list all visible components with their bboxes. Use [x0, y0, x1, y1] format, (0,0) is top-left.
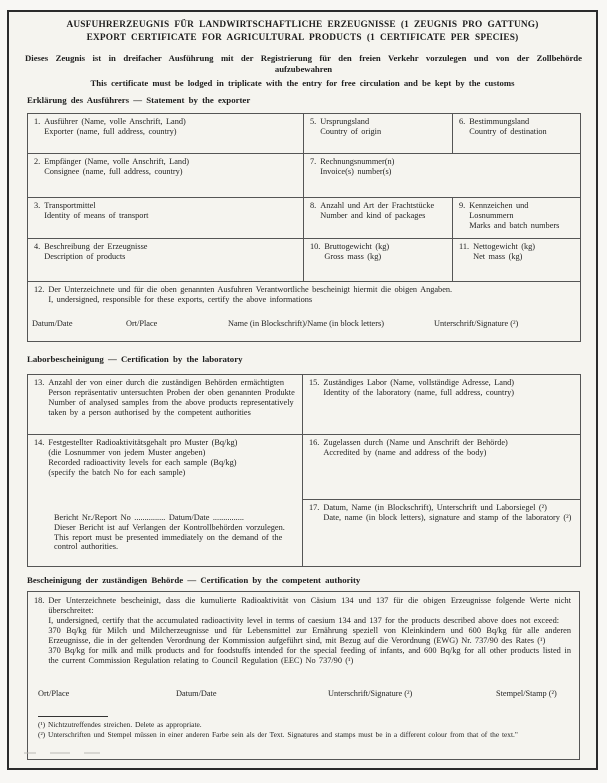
- exporter-declaration-table: [27, 113, 581, 342]
- footnote-2: (²) Unterschriften und Stempel müssen in einer anderen Farbe sein als der Text. Signatures and stamps must be in a different colour from that of the text.": [38, 730, 518, 739]
- limits-statement-de: 370 Bq/kg für Milch und Milcherzeugnisse und für Lebensmittel zur Ernährung speziell von Kleinkindern und 600 Bq/kg für alle anderen Erzeugnisse, die in der geltenden Verordnung der Kommission aufgeführt sind, mit Bezug auf die Verordnung (EWG) Nr. 737/90 des Rates (¹): [48, 625, 571, 645]
- field-label-en: Identity of means of transport: [44, 211, 149, 221]
- field-label-en: Identity of the laboratory (name, full address, country): [323, 388, 515, 398]
- authority-statement-en: I, undersigned, certify that the accumulated radioactivity level in terms of caesium 134 and 137 for the products described above does not exceed:: [48, 615, 560, 625]
- field-number: 3.: [34, 201, 41, 210]
- field-number: 17.: [309, 503, 320, 512]
- field-label-de: Kennzeichen und Losnummern: [469, 201, 529, 221]
- field-6-country-of-destination: [453, 114, 580, 153]
- section-laboratory-certification: Laborbescheinigung — Certification by the laboratory: [27, 354, 243, 364]
- field-label-de: Ausführer (Name, volle Anschrift, Land): [44, 117, 186, 126]
- field-15-laboratory-identity: [303, 375, 580, 434]
- field-label-de: Festgestellter Radioaktivitätsgehalt pro Muster (Bq/kg): [48, 438, 238, 447]
- section-exporter-statement: Erklärung des Ausführers — Statement by the exporter: [27, 95, 251, 105]
- sig-label-place: Ort/Place: [38, 689, 70, 698]
- authority-statement-de: Der Unterzeichnete bescheinigt, dass die kumulierte Radioaktivität von Cäsium 134 und 137 für die obigen Erzeugnisse folgende Werte nicht überschreitet:: [48, 596, 571, 615]
- sig-label-date: Datum/Date: [32, 319, 73, 328]
- field-10-gross-mass: [304, 239, 452, 281]
- page-border-frame: [7, 10, 598, 770]
- field-label-de: Rechnungsnummer(n): [320, 157, 395, 166]
- field-7-invoice-numbers: [304, 154, 580, 197]
- limits-statement-en: 370 Bq/kg for milk and milk products and for foodstuffs intended for the special feeding of infants, and 600 Bq/kg for all other products listed in the current Commission Regulation relating to Council Regulation (EEC) No 737/90 (¹): [48, 645, 571, 665]
- field-label-en: Number of analysed samples from the above products representatively taken by a person authorised by the competent authorities: [48, 398, 294, 418]
- field-label-en: Gross mass (kg): [324, 252, 382, 262]
- field-label-en: Recorded radioactivity levels for each sample (Bq/kg): [48, 458, 237, 468]
- field-label-de: Datum, Name (in Blockschrift), Unterschrift und Laborsiegel (²): [323, 503, 547, 512]
- field-label-en: I, undersigned, responsible for these exports, certify the above informations: [48, 295, 313, 305]
- field-label-en: Country of destination: [469, 127, 547, 137]
- field-number: 9.: [459, 201, 466, 210]
- field-number: 12.: [34, 285, 45, 294]
- field-label-en: Exporter (name, full address, country): [44, 127, 177, 137]
- field-label-de: Anzahl und Art der Frachtstücke: [320, 201, 435, 210]
- field-number: 10.: [310, 242, 321, 251]
- field-number: 18.: [34, 596, 45, 605]
- field-label-de: Zuständiges Labor (Name, vollständige Adresse, Land): [323, 378, 515, 387]
- field-label-de: Empfänger (Name, volle Anschrift, Land): [44, 157, 189, 166]
- field-label-de: Bestimmungsland: [469, 117, 530, 126]
- field-label-en: Invoice(s) number(s): [320, 167, 392, 177]
- sig-label-stamp: Stempel/Stamp (²): [496, 689, 557, 698]
- field-number: 2.: [34, 157, 41, 166]
- field-16-accredited-by: [303, 435, 580, 499]
- field-label-en: Marks and batch numbers: [469, 221, 560, 231]
- field-18-authority-certification: [27, 591, 580, 760]
- notice-de: Dieses Zeugnis ist in dreifacher Ausführung mit der Registrierung für den freien Verkehr vorzulegen und von der Zollbehörde aufzubewahren: [25, 53, 582, 74]
- field-8-number-of-packages: [304, 198, 452, 238]
- form-title-de: AUSFUHRERZEUGNIS FÜR LANDWIRTSCHAFTLICHE ERZEUGNISSE (1 ZEUGNIS PRO GATTUNG): [66, 20, 539, 30]
- sig-label-place: Ort/Place: [126, 319, 158, 328]
- field-number: 16.: [309, 438, 320, 447]
- field-label-en: Net mass (kg): [473, 252, 523, 262]
- field-number: 15.: [309, 378, 320, 387]
- field-label-en-note: (specify the batch No for each sample): [48, 468, 186, 478]
- field-label-en: Accredited by (name and address of the body): [323, 448, 487, 458]
- field-label-de: Beschreibung der Erzeugnisse: [44, 242, 148, 251]
- field-1-exporter: [28, 114, 303, 153]
- field-number: 5.: [310, 117, 317, 126]
- report-number-block: [54, 513, 294, 552]
- field-number: 4.: [34, 242, 41, 251]
- report-number-line: Bericht Nr./Report No ............... Datum/Date ...............: [54, 513, 244, 522]
- sig-label-date: Datum/Date: [176, 689, 217, 698]
- field-label-de: Ursprungsland: [320, 117, 370, 126]
- sig-label-signature: Unterschrift/Signature (²): [328, 689, 413, 698]
- field-label-en: Number and kind of packages: [320, 211, 426, 221]
- field-number: 1.: [34, 117, 41, 126]
- field-3-means-of-transport: [28, 198, 303, 238]
- sig-label-name: Name (in Blockschrift)/Name (in block letters): [228, 319, 384, 328]
- field-label-de: Bruttogewicht (kg): [324, 242, 390, 251]
- field-label-de: Transportmittel: [44, 201, 96, 210]
- field-label-de-note: (die Losnummer von jedem Muster angeben): [48, 448, 206, 458]
- scan-artifact-marks: [24, 752, 100, 754]
- field-label-en: Consignee (name, full address, country): [44, 167, 183, 177]
- field-11-net-mass: [453, 239, 580, 281]
- field-label-en: Date, name (in block letters), signature and stamp of the laboratory (²): [323, 513, 572, 523]
- laboratory-certification-table: [27, 374, 581, 567]
- notice-en: This certificate must be lodged in triplicate with the entry for free circulation and be kept by the customs: [90, 78, 515, 88]
- field-4-description-of-products: [28, 239, 303, 281]
- field-number: 7.: [310, 157, 317, 166]
- section-competent-authority-certification: Bescheinigung der zuständigen Behörde — Certification by the competent authority: [27, 575, 361, 585]
- form-title-en: EXPORT CERTIFICATE FOR AGRICULTURAL PRODUCTS (1 CERTIFICATE PER SPECIES): [86, 33, 519, 43]
- field-label-en: Description of products: [44, 252, 126, 262]
- field-label-de: Anzahl der von einer durch die zuständigen Behörden ermächtigten Person repräsentativ untersuchten Proben der oben genannten Produkte: [48, 378, 295, 398]
- field-number: 13.: [34, 378, 45, 387]
- report-note-en: This report must be presented immediately on the demand of the control authorities.: [54, 532, 283, 552]
- field-number: 14.: [34, 438, 45, 447]
- field-label-de: Zugelassen durch (Name und Anschrift der Behörde): [323, 438, 508, 447]
- field-5-country-of-origin: [304, 114, 452, 153]
- footnote-divider: [38, 716, 108, 717]
- field-14-radioactivity-levels: [28, 435, 302, 566]
- field-label-en: Country of origin: [320, 127, 382, 137]
- field-number: 8.: [310, 201, 317, 210]
- report-note-de: Dieser Bericht ist auf Verlangen der Kontrollbehörden vorzulegen.: [54, 522, 285, 532]
- field-13-number-of-samples: [28, 375, 302, 434]
- sig-label-signature: Unterschrift/Signature (²): [434, 319, 519, 328]
- field-number: 6.: [459, 117, 466, 126]
- field-label-de: Nettogewicht (kg): [473, 242, 536, 251]
- field-17-date-name-signature-stamp: [303, 500, 580, 566]
- field-number: 11.: [459, 242, 470, 251]
- field-9-marks-batch-numbers: [453, 198, 580, 238]
- field-label-de: Der Unterzeichnete und für die oben genannten Ausfuhren Verantwortliche bescheinigt hiermit die obigen Angaben.: [48, 285, 453, 294]
- footnote-1: (¹) Nichtzutreffendes streichen. Delete as appropriate.: [38, 720, 202, 729]
- field-2-consignee: [28, 154, 303, 197]
- field-12-exporter-certification: [28, 282, 580, 341]
